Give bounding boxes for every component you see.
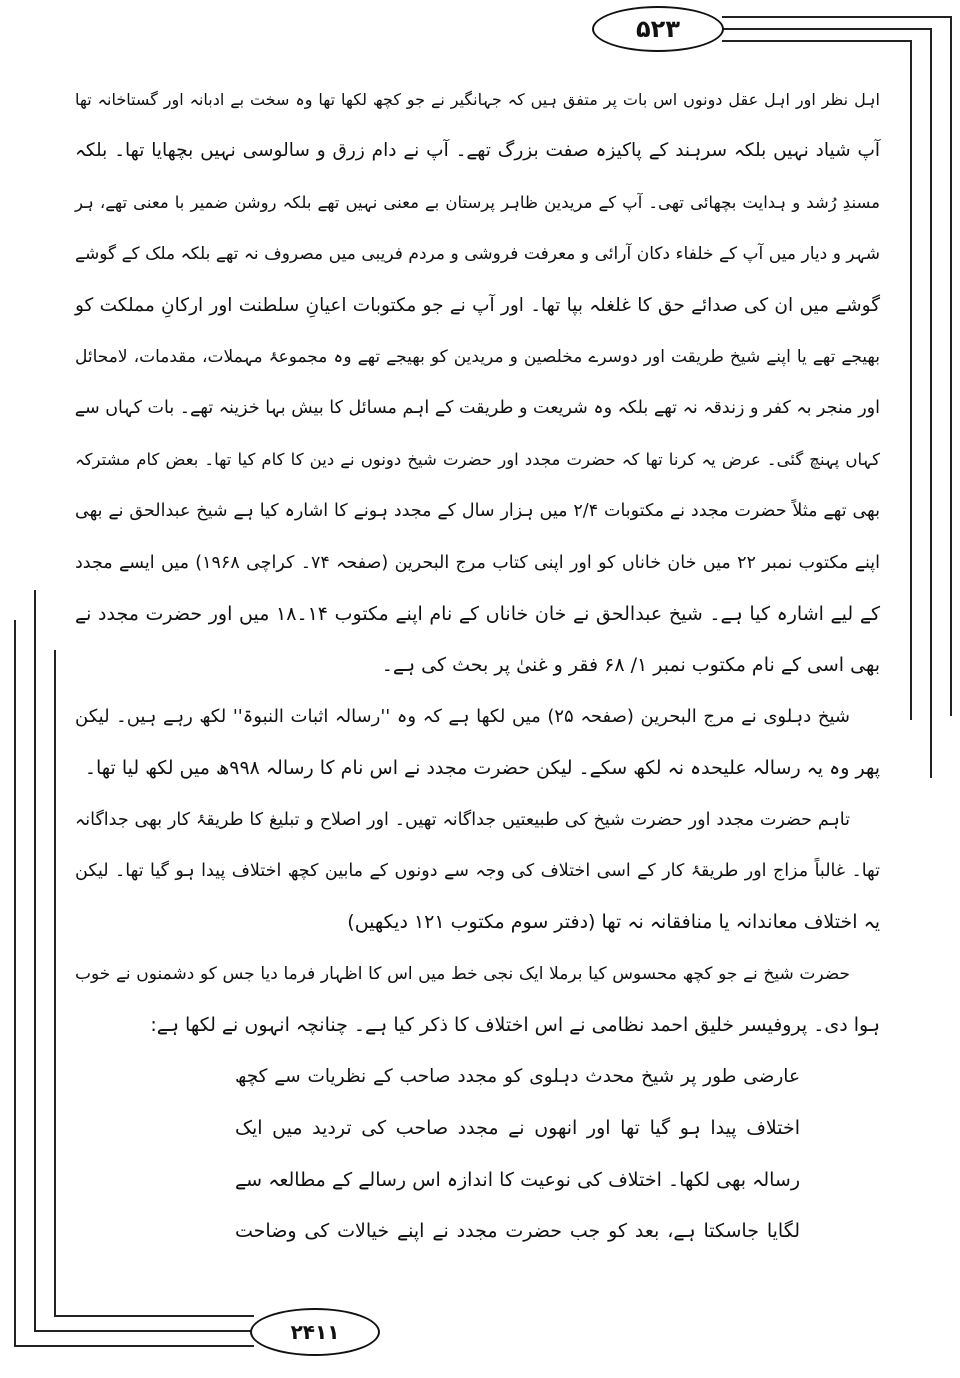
text-line: اور منجر بہ کفر و زندقہ نہ تھے بلکہ وہ شریعت و طریقت کے اہم مسائل کا بیش بہا خزینہ تھے۔ بات کہاں سے <box>74 398 880 418</box>
frame-line <box>34 1330 254 1332</box>
frame-line <box>910 40 912 720</box>
frame-line <box>722 40 912 42</box>
frame-line <box>950 16 952 716</box>
text-line: حضرت شیخ نے جو کچھ محسوس کیا برملا ایک نجی خط میں اس کا اظہار فرما دیا جس کو دشمنوں نے خوب <box>75 964 850 984</box>
quote-line: لگایا جاسکتا ہے، بعد کو جب حضرت مجدد نے اپنے خیالات کی وضاحت <box>235 1220 800 1242</box>
text-line: شہر و دیار میں آپ کے خلفاء دکان آرائی و معرفت فروشی و مردم فریبی میں مصروف نہ تھے بلکہ ملک کے گوشے <box>75 244 880 264</box>
page-number-bottom <box>250 1308 380 1356</box>
frame-line <box>14 620 16 1347</box>
page-number-top <box>592 6 724 52</box>
quote-line: عارضی طور پر شیخ محدث دہلوی کو مجدد صاحب کے نظریات سے کچھ <box>235 1066 800 1087</box>
quote-line: رسالہ بھی لکھا۔ اختلاف کی نوعیت کا اندازہ اس رسالے کے مطالعہ سے <box>235 1169 800 1191</box>
text-line: یہ اختلاف معاندانہ یا منافقانہ نہ تھا (دفتر سوم مکتوب ۱۲۱ دیکھیں) <box>347 911 880 933</box>
text-line: اہل نظر اور اہل عقل دونوں اس بات پر متفق ہیں کہ جہانگیر نے جو کچھ لکھا تھا وہ سخت بے ادبانہ اور گستاخانہ تھا <box>75 90 880 109</box>
frame-line <box>722 28 932 30</box>
text-line: ہوا دی۔ پروفیسر خلیق احمد نظامی نے اس اختلاف کا ذکر کیا ہے۔ چنانچہ انہوں نے لکھا ہے: <box>150 1014 880 1036</box>
frame-line <box>54 650 56 1317</box>
text-line: تاہم حضرت مجدد اور حضرت شیخ کی طبیعتیں جداگانہ تھیں۔ اور اصلاح و تبلیغ کا طریقۂ کار بھی جداگانہ <box>75 810 850 830</box>
text-line: بھیجے تھے یا اپنے شیخ طریقت اور دوسرے مخلصین و مریدین کو بھیجے تھے وہ مجموعۂ مہملات، مقدمات، لامحائل <box>75 347 880 367</box>
text-line: تھا۔ غالباً مزاج اور طریقۂ کار کے اسی اختلاف کی وجہ سے دونوں کے مابین کچھ اختلاف پیدا ہو گیا تھا۔ لیکن <box>75 861 880 881</box>
text-line: اپنے مکتوب نمبر ۲۲ میں خان خاناں کو اور اپنی کتاب مرج البحرین (صفحہ ۷۴۔ کراچی ۱۹۶۸) میں ایسے مجدد <box>75 553 881 573</box>
frame-line <box>34 590 36 1332</box>
frame-line <box>14 1345 254 1347</box>
text-line: بھی اسی کے نام مکتوب نمبر ۱/ ۶۸ فقر و غنیٰ پر بحث کی ہے۔ <box>381 654 880 676</box>
frame-line <box>722 16 952 18</box>
frame-line <box>930 28 932 778</box>
text-line: بھی تھے مثلاً حضرت مجدد نے مکتوبات ۲/۴ میں ہزار سال کے مجدد ہونے کا اشارہ کیا ہے شیخ عبدالحق نے بھی <box>75 501 880 521</box>
text-line: پھر وہ یہ رسالہ علیحدہ نہ لکھ سکے۔ لیکن حضرت مجدد نے اس نام کا رسالہ ۹۹۸ھ میں لکھ لیا تھا۔ <box>84 757 880 779</box>
text-line: گوشے میں ان کی صدائے حق کا غلغلہ بپا تھا۔ اور آپ نے جو مکتوبات اعیانِ سلطنت اور ارکانِ مملکت کو <box>75 295 880 316</box>
text-line: شیخ دہلوی نے مرج البحرین (صفحہ ۲۵) میں لکھا ہے کہ وہ ''رسالہ اثبات النبوۃ'' لکھ رہے ہیں۔ لیکن <box>75 706 850 727</box>
frame-line <box>54 1315 254 1317</box>
text-line: کے لیے اشارہ کیا ہے۔ شیخ عبدالحق نے خان خاناں کے نام اپنے مکتوب ۱۴۔۱۸ میں اور حضرت مجدد نے <box>75 603 880 625</box>
text-line: کہاں پہنچ گئی۔ عرض یہ کرنا تھا کہ حضرت مجدد اور حضرت شیخ دونوں نے دین کا کام کیا تھا۔ بعض کام مشترکہ <box>75 450 880 469</box>
page-number-top-text: ۵۲۳ <box>636 15 680 43</box>
text-line: آپ شیاد نہیں بلکہ سرہند کے پاکیزہ صفت بزرگ تھے۔ آپ نے دام زرق و سالوسی نہیں بچھایا تھا۔ بلکہ <box>75 140 880 161</box>
quote-line: اختلاف پیدا ہو گیا تھا اور انھوں نے مجدد صاحب کی تردید میں ایک <box>235 1117 800 1139</box>
page-number-bottom-text: ۲۴۱۱ <box>290 1320 340 1344</box>
text-line: مسندِ رُشد و ہدایت بچھائی تھی۔ آپ کے مریدین ظاہر پرستان بے معنی نہیں تھے بلکہ روشن ضمیر با معنی تھے، ہر <box>75 193 880 212</box>
